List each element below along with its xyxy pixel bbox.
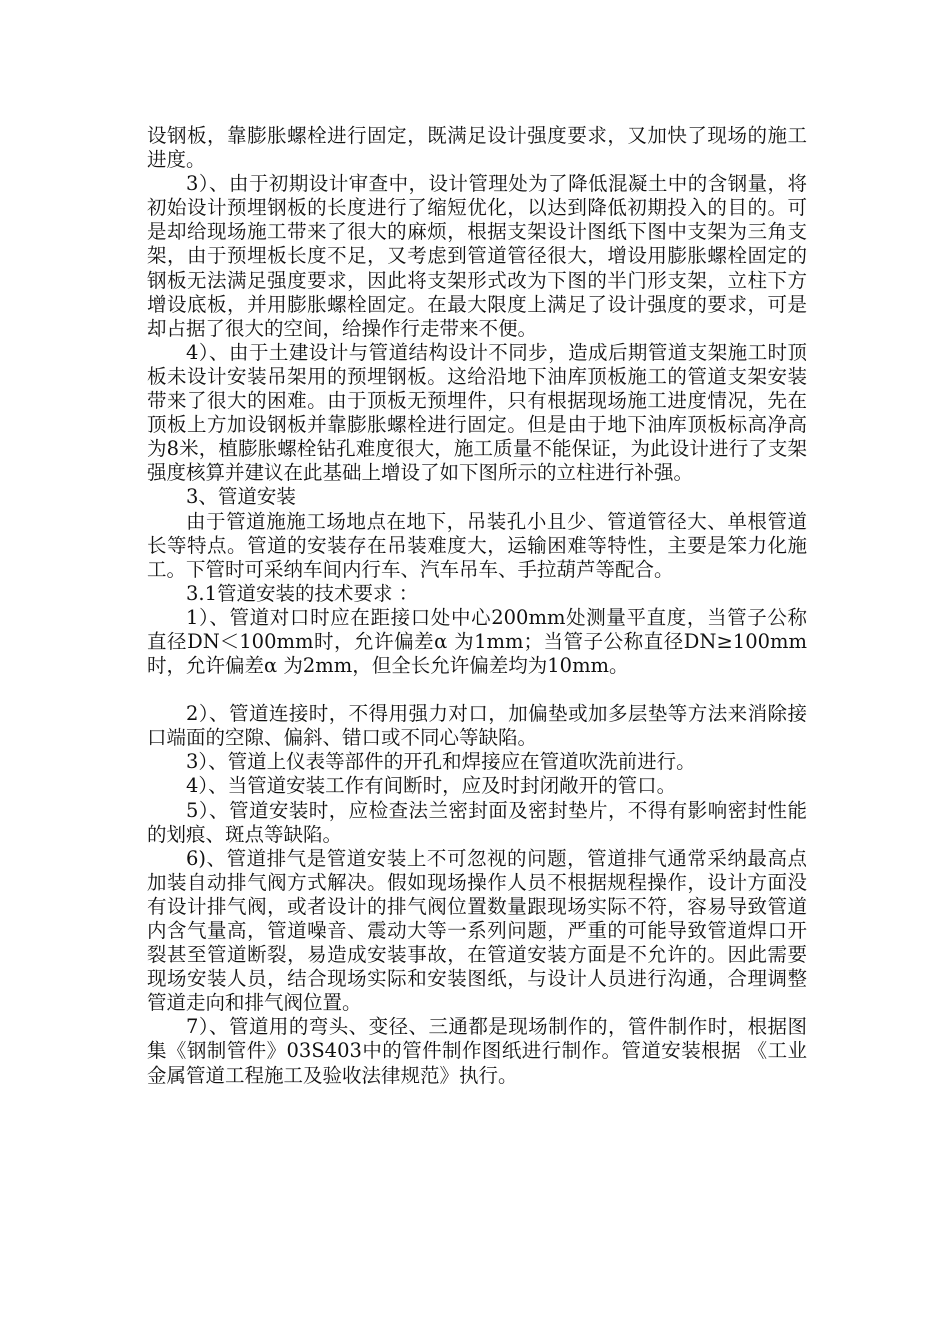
requirement-3: 3）、管道上仪表等部件的开孔和焊接应在管道吹洗前进行。 xyxy=(186,750,696,774)
blank-line xyxy=(147,678,807,702)
section-heading: 3、管道安装 xyxy=(186,485,296,509)
document-page xyxy=(147,124,807,1088)
requirement-7: 7）、管道用的弯头、变径、三通都是现场制作的，管件制作时，根据图集《钢制管件》03S403中的管件制作图纸进行制作。管道安装根据 《工业金属管道工程施工及验收法律规范》执行。 xyxy=(147,1015,807,1087)
paragraph-1: 设钢板，靠膨胀螺栓进行固定，既满足设计强度要求，又加快了现场的施工进度。 xyxy=(147,124,807,172)
paragraph-3: 4）、由于土建设计与管道结构设计不同步，造成后期管道支架施工时顶板未设计安装吊架用的预埋钢板。这给沿地下油库顶板施工的管道支架安装带来了很大的困难。由于顶板无预埋件，只有根据现场施工进度情况，先在顶板上方加设钢板并靠膨胀螺栓进行固定。但是由于地下油库顶板标高净高为8米，植膨胀螺栓钻孔难度很大，施工质量不能保证，为此设计进行了支架强度核算并建议在此基础上增设了如下图所示的立柱进行补强。 xyxy=(147,340,807,485)
requirement-1: 1）、管道对口时应在距接口处中心200mm处测量平直度，当管子公称直径DN＜100mm时，允许偏差α 为1mm；当管子公称直径DN≥100mm时，允许偏差α 为2mm，但全长允许偏差均为10mm。 xyxy=(147,605,807,678)
paragraph-4: 由于管道施施工场地点在地下，吊装孔小且少、管道管径大、单根管道长等特点。管道的安装存在吊装难度大，运输困难等特性，主要是笨力化施工。下管时可采纳车间内行车、汽车吊车、手拉葫芦等配合。 xyxy=(147,509,807,581)
requirement-6: 6)、管道排气是管道安装上不可忽视的问题，管道排气通常采纳最高点加装自动排气阀方式解决。假如现场操作人员不根据规程操作，设计方面没有设计排气阀，或者设计的排气阀位置数量跟现场实际不符，容易导致管道内含气量高，管道噪音、震动大等一系列问题，严重的可能导致管道焊口开裂甚至管道断裂，易造成安装事故，在管道安装方面是不允许的。因此需要现场安装人员，结合现场实际和安装图纸，与设计人员进行沟通，合理调整管道走向和排气阀位置。 xyxy=(147,846,807,1015)
paragraph-2: 3）、由于初期设计审查中，设计管理处为了降低混凝土中的含钢量，将初始设计预埋钢板的长度进行了缩短优化，以达到降低初期投入的目的。可是却给现场施工带来了很大的麻烦，根据支架设计图纸下图中支架为三角支架，由于预埋板长度不足，又考虑到管道管径很大，增设用膨胀螺栓固定的钢板无法满足强度要求，因此将支架形式改为下图的半门形支架，立柱下方增设底板，并用膨胀螺栓固定。在最大限度上满足了设计强度的要求，可是却占据了很大的空间，给操作行走带来不便。 xyxy=(147,172,807,340)
requirement-2: 2）、管道连接时，不得用强力对口，加偏垫或加多层垫等方法来消除接口端面的空隙、偏斜、错口或不同心等缺陷。 xyxy=(147,702,807,750)
requirement-4: 4）、当管道安装工作有间断时，应及时封闭敞开的管口。 xyxy=(186,774,677,798)
requirement-5: 5）、管道安装时，应检查法兰密封面及密封垫片，不得有影响密封性能的划痕、斑点等缺陷。 xyxy=(147,798,807,846)
subsection-heading: 3.1管道安装的技术要求 ： xyxy=(186,581,419,605)
